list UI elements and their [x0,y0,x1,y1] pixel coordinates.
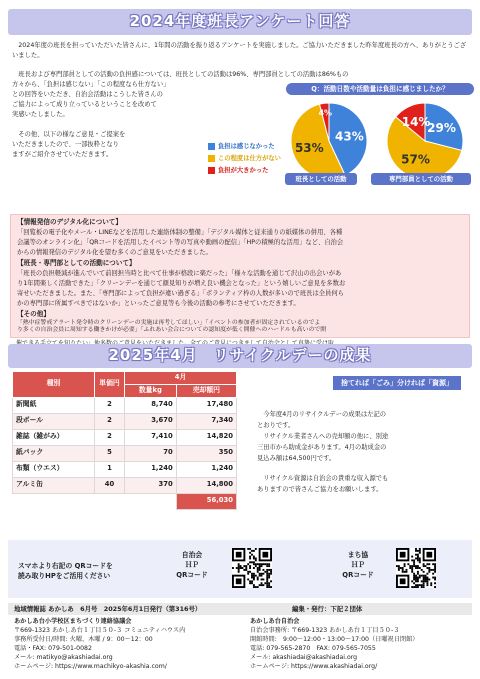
cell-qty: 3,670 [125,413,177,429]
cell-unit: 5 [95,445,125,461]
survey-para3-line2: いただきましたので、一部抜粋となり [12,141,119,148]
qr-label-jichikai: 自治会 ＨＰ QRコード [176,551,208,580]
opinions-text: 会議等のオンライン化」「QRコードを活用したイベント等の写真や動画の配信」「HPの積極的な活用」など、自治会 [17,239,344,246]
table-row [13,413,237,429]
table-row [13,397,237,413]
issue-info: 地域情報誌 あかしあ 6月号 2025年6月1日発行（第316号） [14,605,202,613]
recycle-text: ありますので皆さんご協力をお願いします。 [257,486,383,493]
cell-qty: 1,240 [125,461,177,477]
opinions-box [10,214,470,338]
cell-qty: 370 [125,477,177,493]
assoc-tel: 電話: 079-565-2870 FAX: 079-565-7055 [250,644,376,652]
cell-unit: 1 [95,461,125,477]
table-row [13,429,237,445]
col-sales: 売却額円 [176,384,236,397]
opinions-text: 「回覧板の電子化やメール・LINEなどを活用した連絡体制の整備」「デジタル媒体と従来通りの紙媒体の併用、各種 [17,229,343,236]
pie-value-label: 29% [427,121,456,136]
cell-type: 新聞紙 [13,397,95,413]
assoc-name: あかしあ台自治会 [250,618,300,625]
legend-item [208,154,281,163]
qr-note [18,561,113,581]
pie1-caption: 班長としての活動 [285,173,357,185]
footer-right [250,618,418,672]
qr-section [8,540,472,598]
cell-type: アルミ缶 [13,477,95,493]
cell-unit: 2 [95,413,125,429]
col-month: 4月 [125,372,237,385]
legend-swatch [208,155,215,162]
col-unit: 単価円 [95,372,125,398]
cell-type: 布類（ウエス） [13,461,95,477]
legend-item [208,166,281,175]
cell-type: 雑誌（雑がみ） [13,429,95,445]
recycle-text: とおりです。 [257,422,295,429]
org-homepage-link[interactable]: ホームページ: https://www.machikyo-akashia.com/ [14,662,167,670]
assoc-homepage-link[interactable]: ホームページ: https://www.akashiadai.org/ [250,662,378,670]
cell-sales: 1,240 [176,461,236,477]
pie-value-label: 4% [318,108,333,118]
survey-para2-line4: ご協力によって成り立っているということを改めて [12,101,157,108]
survey-para2-line3: との回答をいただき、自治会活動はこうした皆さんの [12,91,163,98]
org-name: あかしあ台小学校区まちづくり連絡協議会 [14,618,132,625]
survey-para3-line1: その他、以下の様なご意見・ご提案を [12,131,126,138]
table-row [13,461,237,477]
publisher-info: 編集・発行：下記２団体 [292,605,363,613]
opinions-text: かの専門部に所属すべきではないか」といったご意見等も今後の活動の参考にさせていただきます。 [17,300,300,307]
recycle-banner [8,344,472,368]
cell-type: 紙パック [13,445,95,461]
recycle-table [12,371,237,510]
col-qty: 数量kg [125,384,177,397]
legend-swatch [208,167,215,174]
table-row [13,445,237,461]
cell-sales: 350 [176,445,236,461]
cell-sales: 17,480 [176,397,236,413]
pie-value-label: 43% [335,129,364,144]
pie-value-label: 53% [294,141,324,156]
cell-unit: 2 [95,429,125,445]
recycle-text: リサイクル業者さんへの売却額の他に、別途 [257,433,389,440]
opinions-heading-activities: 【班長・専門部としての活動について】 [17,259,136,267]
cell-qty: 70 [125,445,177,461]
survey-banner [8,9,472,35]
opinions-text: り多くの自治会員に周知する働きかけが必要」「ふれあい会合についての認知度が低く開催へのハードルも高いので開 [17,327,327,333]
org-email[interactable]: メール: matikyo@akashiadai.org [14,653,113,661]
footer-left [14,618,185,672]
cell-qty: 7,410 [125,429,177,445]
cell-unit: 40 [95,477,125,493]
org-hours: 事務所受付日/時間: 火曜、木曜 / 9：00～12：00 [14,635,153,643]
recycle-callout: 捨てれば「ごみ」分ければ「資源」 [333,376,461,390]
recycle-text: 三田市から助成金があります。4月の助成金の [257,444,387,451]
assoc-address: 自治会事務所: 〒669-1323 あかしあ台１丁目５０-３ [250,626,400,634]
pie2-caption: 専門部員としての活動 [371,173,471,185]
recycle-text: リサイクル資源は自治会の貴重な収入源でも [257,475,389,482]
recycle-banner-title: 2025年4月 リサイクルデーの成果 [108,346,372,365]
recycle-text: 今年度4月のリサイクルデーの成果は左記の [257,411,387,418]
opinions-text: 寄せいただきました。また、「専門部によって負担が違い過ぎる」「ボランティア枠の人数が多いので班長は全員何ら [17,290,344,297]
legend-label: 負担が大きかった [218,167,269,175]
recycle-text: 見込み額は64,500円です。 [257,455,336,462]
survey-question: Q：活動日数や活動量は負担に感じましたか？ [286,83,474,95]
legend-item [208,142,281,151]
qr-note-line: 読み取りHPをご活用ください [18,572,111,581]
cell-sales: 7,340 [176,413,236,429]
opinions-text: り1年間楽しく活動できた」「クリーンデーを通じて顔見知りが増え良い機会となった」という嬉しいご意見を多数お [17,280,346,287]
pie-legend [208,142,281,178]
survey-intro: 2024年度の班長を担っていただいた皆さんに、1年間の活動を振り返るアンケートを実施しました。ご協力いただきました昨年度班長の方へ、ありがとうございました。 [12,42,467,59]
table-row [13,477,237,493]
survey-para3-line3: ますがご紹介させていただきます。 [12,151,113,158]
survey-banner-title: 2024年度班長アンケート回答 [129,12,351,31]
legend-swatch [208,143,215,150]
assoc-hours: 開館時間: 9:00～12:00・13:00～17:00（日曜祝日閉館） [250,635,419,643]
table-header-row [13,372,237,385]
survey-para2-line2: 方々から、「負担は感じない」「この程度なら仕方ない」 [12,81,170,88]
pie-value-label: 14% [401,115,431,130]
opinions-text: 「班長の負担軽減が進んでいて前回担当時と比べて仕事が格段に楽だった」「様々な活動を通じて沢山の出会いがあ [17,270,342,277]
cell-sales: 14,820 [176,429,236,445]
opinions-heading-digital: 【情報発信のデジタル化について】 [17,218,122,226]
qr-code-jichikai[interactable] [232,548,272,588]
cell-total: 56,030 [176,493,236,509]
cell-unit: 2 [95,397,125,413]
assoc-email[interactable]: メール: akashiadai@akashiadai.org [250,653,358,661]
table-total-row [13,493,237,509]
qr-label-machikyo: まち協 ＨＰ QRコード [342,551,374,580]
opinions-text: 「熱中症警戒アラート発令時のクリーンデーの実施は再考してほしい」「イベントの参加者が固定されているのでよ [17,320,321,326]
org-address: 〒669-1323 あかしあ台１丁目５０-３ コミュニティハウス内 [14,626,186,634]
survey-para2-line5: 実感いたしました。 [12,111,69,118]
org-tel: 電話・FAX: 079-501-0082 [14,644,92,652]
col-type: 種別 [13,372,95,398]
pie-value-label: 57% [401,152,430,167]
cell-type: 段ボール [13,413,95,429]
qr-note-line: スマホより右記の QRコードを [18,562,113,570]
qr-code-machikyo[interactable] [396,548,436,588]
cell-qty: 8,740 [125,397,177,413]
opinions-text: からの情報発信のデジタル化を望む多くのご意見をいただきました。 [17,249,212,256]
footer-bar [8,603,472,615]
opinions-heading-other: 【その他】 [17,310,50,318]
cell-sales: 14,800 [176,477,236,493]
legend-label: 負担は感じなかった [218,143,275,150]
legend-label: この程度は仕方がない [218,155,281,163]
survey-para2-line1: 班長および専門部員としての活動の負担感については、班長としての活動は96%、専門部員としての活動は86%もの [12,71,349,78]
